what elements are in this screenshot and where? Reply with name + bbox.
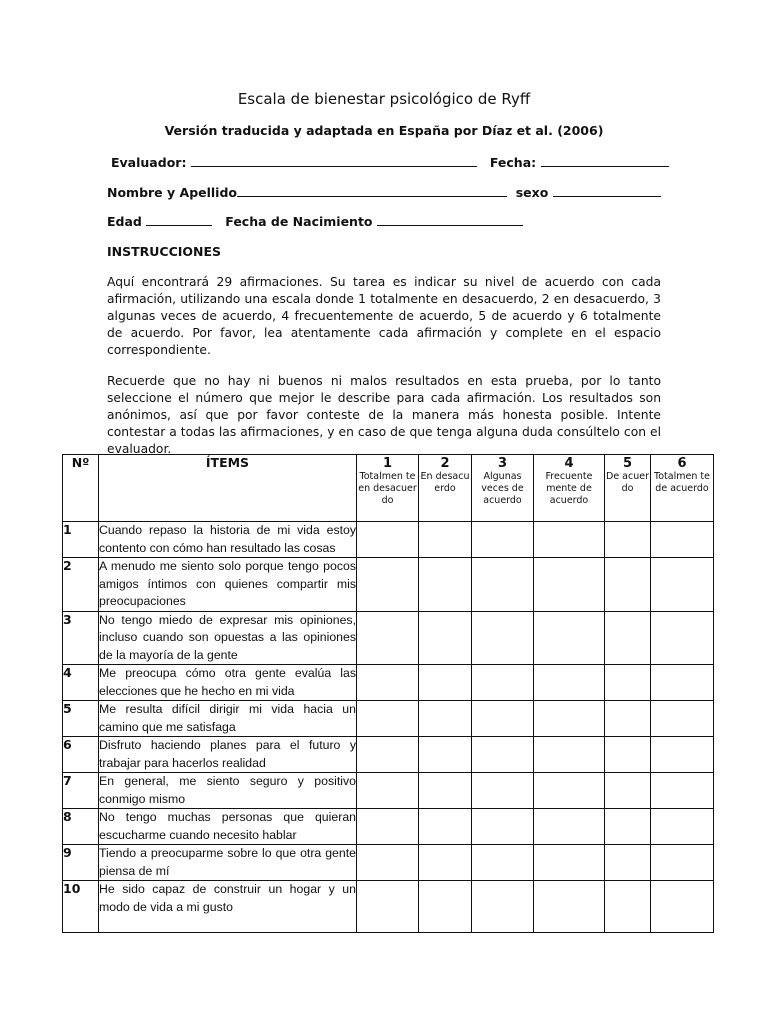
answer-cell-3[interactable] [472,737,534,773]
item-number: 7 [63,773,99,809]
answer-cell-4[interactable] [534,737,605,773]
scale-label: Frecuente mente de acuerdo [545,471,593,506]
answer-cell-6[interactable] [651,701,714,737]
answer-cell-2[interactable] [419,809,472,845]
table-row [63,522,714,558]
answer-cell-1[interactable] [357,845,419,881]
scale-number: 2 [440,456,450,471]
answer-cell-1[interactable] [357,558,419,612]
evaluator-label: Evaluador: [111,155,187,170]
table-row [63,881,714,933]
scale-header-5 [605,455,651,522]
answer-cell-4[interactable] [534,558,605,612]
scale-number: 6 [677,456,687,471]
item-statement: Me preocupa cómo otra gente evalúa las elecciones que he hecho en mi vida [99,665,357,701]
answer-cell-3[interactable] [472,881,534,933]
scale-number: 1 [382,456,393,471]
item-number: 1 [63,522,99,558]
answer-cell-3[interactable] [472,665,534,701]
table-row [63,611,714,665]
answer-cell-1[interactable] [357,773,419,809]
answer-cell-5[interactable] [605,845,651,881]
answer-cell-2[interactable] [419,773,472,809]
answer-cell-3[interactable] [472,611,534,665]
answer-cell-5[interactable] [605,737,651,773]
items-table-body [63,522,714,933]
birthdate-field[interactable] [377,214,523,226]
scale-header-2 [419,455,472,522]
answer-cell-6[interactable] [651,611,714,665]
answer-cell-5[interactable] [605,611,651,665]
answer-cell-5[interactable] [605,665,651,701]
answer-cell-2[interactable] [419,845,472,881]
table-row [63,773,714,809]
answer-cell-1[interactable] [357,881,419,933]
answer-cell-1[interactable] [357,611,419,665]
answer-cell-6[interactable] [651,881,714,933]
item-number: 3 [63,611,99,665]
birthdate-label: Fecha de Nacimiento [225,214,373,229]
answer-cell-5[interactable] [605,558,651,612]
answer-cell-4[interactable] [534,522,605,558]
answer-cell-5[interactable] [605,701,651,737]
answer-cell-4[interactable] [534,773,605,809]
answer-cell-2[interactable] [419,701,472,737]
answer-cell-4[interactable] [534,809,605,845]
answer-cell-1[interactable] [357,701,419,737]
answer-cell-5[interactable] [605,809,651,845]
scale-number: 4 [564,456,574,471]
answer-cell-1[interactable] [357,665,419,701]
scale-header-1 [357,455,419,522]
answer-cell-3[interactable] [472,558,534,612]
evaluator-field[interactable] [191,155,477,167]
column-header-number: Nº [63,455,99,522]
answer-cell-3[interactable] [472,845,534,881]
answer-cell-2[interactable] [419,665,472,701]
instructions-heading: INSTRUCCIONES [107,244,222,259]
table-row [63,701,714,737]
item-statement: Cuando repaso la historia de mi vida estoy contento con cómo han resultado las cosas [99,522,357,558]
scale-label: En desacu erdo [420,471,470,494]
item-number: 4 [63,665,99,701]
items-table [62,454,714,933]
scale-header-3 [472,455,534,522]
item-number: 5 [63,701,99,737]
answer-cell-1[interactable] [357,522,419,558]
item-statement: A menudo me siento solo porque tengo pocos amigos íntimos con quienes compartir mis preocupaciones [99,558,357,612]
answer-cell-5[interactable] [605,522,651,558]
answer-cell-4[interactable] [534,665,605,701]
answer-cell-3[interactable] [472,522,534,558]
answer-cell-6[interactable] [651,845,714,881]
answer-cell-6[interactable] [651,665,714,701]
item-number: 8 [63,809,99,845]
answer-cell-5[interactable] [605,881,651,933]
item-statement: En general, me siento seguro y positivo conmigo mismo [99,773,357,809]
instructions-paragraph-2: Recuerde que no hay ni buenos ni malos resultados en esta prueba, por lo tanto seleccione el número que mejor le describe para cada afirmación. Los resultados son anónimos, así que por favor conteste de la manera más honesta posible. Intente contestar a todas las afirmaciones, y en caso de que tenga alguna duda consúltelo con el evaluador. [107,374,661,456]
date-field[interactable] [541,155,669,167]
item-statement: Disfruto haciendo planes para el futuro y trabajar para hacerlos realidad [99,737,357,773]
date-label: Fecha: [489,155,537,170]
scale-label: Totalmen te de acuerdo [654,471,710,494]
name-label: Nombre y Apellido [107,185,238,200]
answer-cell-2[interactable] [419,737,472,773]
scale-header-6 [651,455,714,522]
answer-cell-2[interactable] [419,881,472,933]
scale-label: Algunas veces de acuerdo [481,471,524,506]
item-number: 10 [63,881,99,933]
answer-cell-3[interactable] [472,809,534,845]
item-number: 9 [63,845,99,881]
item-statement: Me resulta difícil dirigir mi vida hacia un camino que me satisfaga [99,701,357,737]
item-statement: He sido capaz de construir un hogar y un modo de vida a mi gusto [99,881,357,933]
answer-cell-6[interactable] [651,773,714,809]
item-number: 6 [63,737,99,773]
column-header-items: ÍTEMS [99,455,357,522]
age-line [107,214,523,229]
answer-cell-6[interactable] [651,558,714,612]
name-field[interactable] [237,185,507,197]
answer-cell-1[interactable] [357,737,419,773]
scale-number: 5 [622,456,633,471]
answer-cell-6[interactable] [651,809,714,845]
answer-cell-6[interactable] [651,737,714,773]
instructions-paragraph-1: Aquí encontrará 29 afirmaciones. Su tarea es indicar su nivel de acuerdo con cada afirmación, utilizando una escala donde 1 totalmente en desacuerdo, 2 en desacuerdo, 3 algunas veces de acuerdo, 4 frecuentemente de acuerdo, 5 de acuerdo y 6 totalmente de acuerdo. Por favor, lea atentamente cada afirmación y complete en el espacio correspondiente. [107,275,661,357]
sex-label: sexo [515,185,549,200]
sex-field[interactable] [553,185,661,197]
age-field[interactable] [146,214,212,226]
table-row [63,665,714,701]
scale-header-4 [534,455,605,522]
document-title: Escala de bienestar psicológico de Ryff [237,90,531,108]
answer-cell-3[interactable] [472,701,534,737]
answer-cell-4[interactable] [534,881,605,933]
answer-cell-2[interactable] [419,611,472,665]
answer-cell-6[interactable] [651,522,714,558]
item-statement: No tengo muchas personas que quieran escucharme cuando necesito hablar [99,809,357,845]
name-line [107,185,661,200]
scale-label: Totalmen te en desacuer do [358,471,417,506]
answer-cell-4[interactable] [534,701,605,737]
document-subtitle: Versión traducida y adaptada en España por Díaz et al. (2006) [164,123,604,138]
answer-cell-3[interactable] [472,773,534,809]
scale-label: De acuer do [606,471,649,494]
answer-cell-1[interactable] [357,809,419,845]
scale-number: 3 [497,456,508,471]
answer-cell-2[interactable] [419,558,472,612]
item-statement: Tiendo a preocuparme sobre lo que otra gente piensa de mí [99,845,357,881]
age-label: Edad [107,214,142,229]
answer-cell-5[interactable] [605,773,651,809]
item-statement: No tengo miedo de expresar mis opiniones, incluso cuando son opuestas a las opiniones de la mayoría de la gente [99,611,357,665]
table-row [63,809,714,845]
item-number: 2 [63,558,99,612]
table-row [63,558,714,612]
table-row [63,737,714,773]
answer-cell-4[interactable] [534,611,605,665]
evaluator-line [111,155,669,170]
answer-cell-2[interactable] [419,522,472,558]
table-row [63,845,714,881]
answer-cell-4[interactable] [534,845,605,881]
